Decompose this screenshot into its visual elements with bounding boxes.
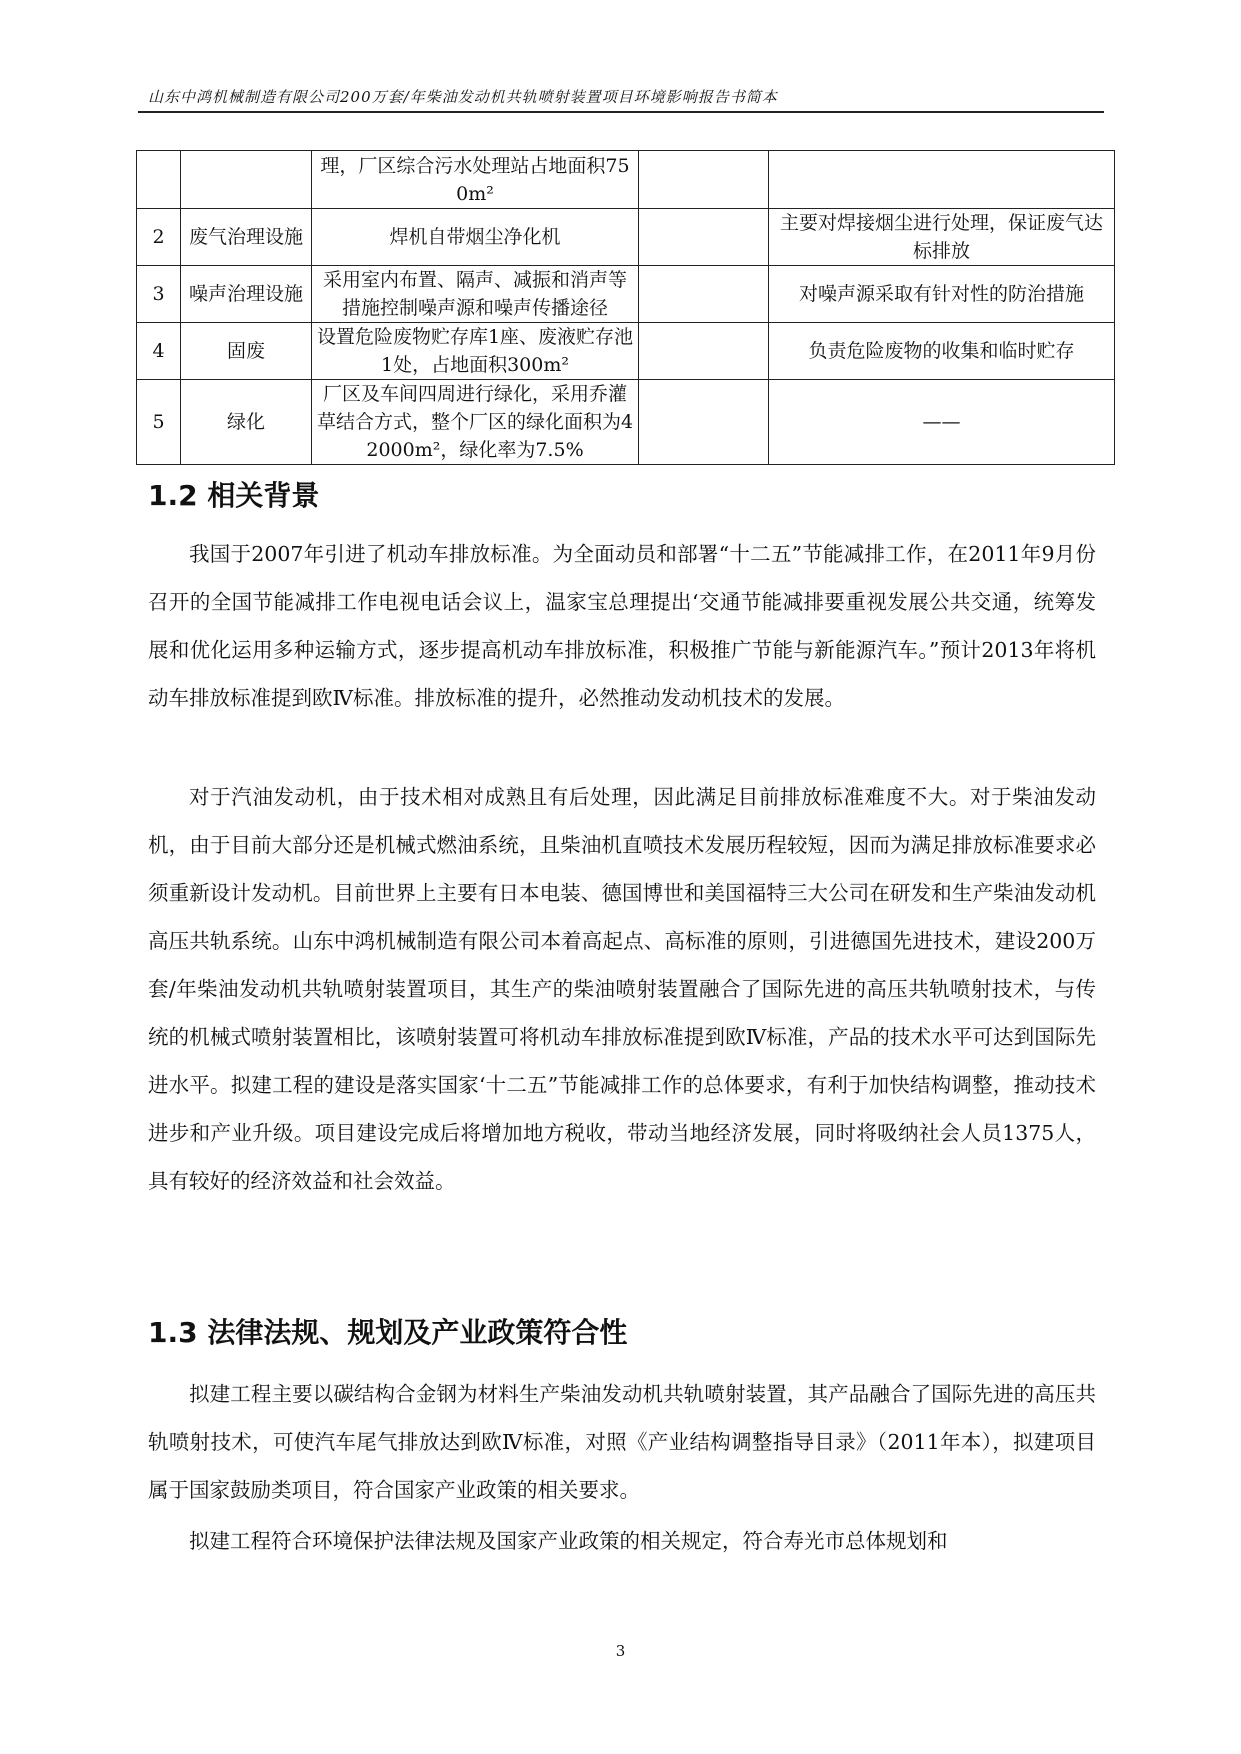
cell-name: 废气治理设施 [181,209,312,266]
cell-blank [639,323,769,380]
table-row [137,323,1115,380]
cell-measure: 厂区及车间四周进行绿化，采用乔灌草结合方式，整个厂区的绿化面积为42000m²，绿化率为7.5% [312,380,639,465]
page-number: 3 [615,1642,626,1660]
page-header [138,84,1104,114]
cell-no: 4 [137,323,181,380]
cell-no: 5 [137,380,181,465]
cell-measure: 焊机自带烟尘净化机 [312,209,639,266]
paragraph-background-1: 我国于2007年引进了机动车排放标准。为全面动员和部署“十二五”节能减排工作，在2011年9月份召开的全国节能减排工作电视电话会议上，温家宝总理提出‘交通节能减排要重视发展公共交通，统筹发展和优化运用多种运输方式，逐步提高机动车排放标准，积极推广节能与新能源汽车。”预计2013年将机动车排放标准提到欧Ⅳ标准。排放标准的提升，必然推动发动机技术的发展。 [148,542,1096,710]
paragraph-background-2: 对于汽油发动机，由于技术相对成熟且有后处理，因此满足目前排放标准难度不大。对于柴油发动机，由于目前大部分还是机械式燃油系统，且柴油机直喷技术发展历程较短，因而为满足排放标准要求必须重新设计发动机。目前世界上主要有日本电装、德国博世和美国福特三大公司在研发和生产柴油发动机高压共轨系统。山东中鸿机械制造有限公司本着高起点、高标准的原则，引进德国先进技术，建设200万套/年柴油发动机共轨喷射装置项目，其生产的柴油喷射装置融合了国际先进的高压共轨喷射技术，与传统的机械式喷射装置相比，该喷射装置可将机动车排放标准提到欧Ⅳ标准，产品的技术水平可达到国际先进水平。拟建工程的建设是落实国家‘十二五”节能减排工作的总体要求，有利于加快结构调整，推动技术进步和产业升级。项目建设完成后将增加地方税收，带动当地经济发展，同时将吸纳社会人员1375人，具有较好的经济效益和社会效益。 [148,785,1096,1193]
cell-blank [639,380,769,465]
table-row [137,380,1115,465]
cell-blank [639,266,769,323]
cell-measure: 采用室内布置、隔声、减振和消声等措施控制噪声源和噪声传播途径 [312,266,639,323]
header-rule [138,111,1104,113]
cell-blank [639,209,769,266]
cell-effect: 对噪声源采取有针对性的防治措施 [769,266,1115,323]
paragraph-compliance-2: 拟建工程符合环境保护法律法规及国家产业政策的相关规定，符合寿光市总体规划和 [189,1529,948,1553]
cell-name [181,151,312,209]
cell-effect: 主要对焊接烟尘进行处理，保证废气达标排放 [769,209,1115,266]
table-row [137,209,1115,266]
table-row [137,151,1115,209]
cell-measure [312,151,639,209]
cell-no: 3 [137,266,181,323]
cell-blank [639,151,769,209]
cell-effect: —— [769,380,1115,465]
section-heading-background: 1.2 相关背景 [148,479,320,512]
cell-name: 绿化 [181,380,312,465]
cell-no [137,151,181,209]
cell-no: 2 [137,209,181,266]
table-row [137,266,1115,323]
cell-name: 固废 [181,323,312,380]
cell-effect [769,151,1115,209]
paragraph-compliance-1: 拟建工程主要以碳结构合金钢为材料生产柴油发动机共轨喷射装置，其产品融合了国际先进的高压共轨喷射技术，可使汽车尾气排放达到欧Ⅳ标准，对照《产业结构调整指导目录》（2011年本），拟建项目属于国家鼓励类项目，符合国家产业政策的相关要求。 [148,1382,1096,1502]
measure-text: 理，厂区综合污水处理站占地面积750m² [320,154,630,205]
cell-measure: 设置危险废物贮存库1座、废液贮存池1处，占地面积300m² [312,323,639,380]
header-title: 山东中鸿机械制造有限公司200万套/年柴油发动机共轨喷射装置项目环境影响报告书简本 [148,88,778,106]
environmental-measures-table [136,150,1115,465]
section-heading-compliance: 1.3 法律法规、规划及产业政策符合性 [148,1316,628,1349]
cell-name: 噪声治理设施 [181,266,312,323]
cell-effect: 负责危险废物的收集和临时贮存 [769,323,1115,380]
